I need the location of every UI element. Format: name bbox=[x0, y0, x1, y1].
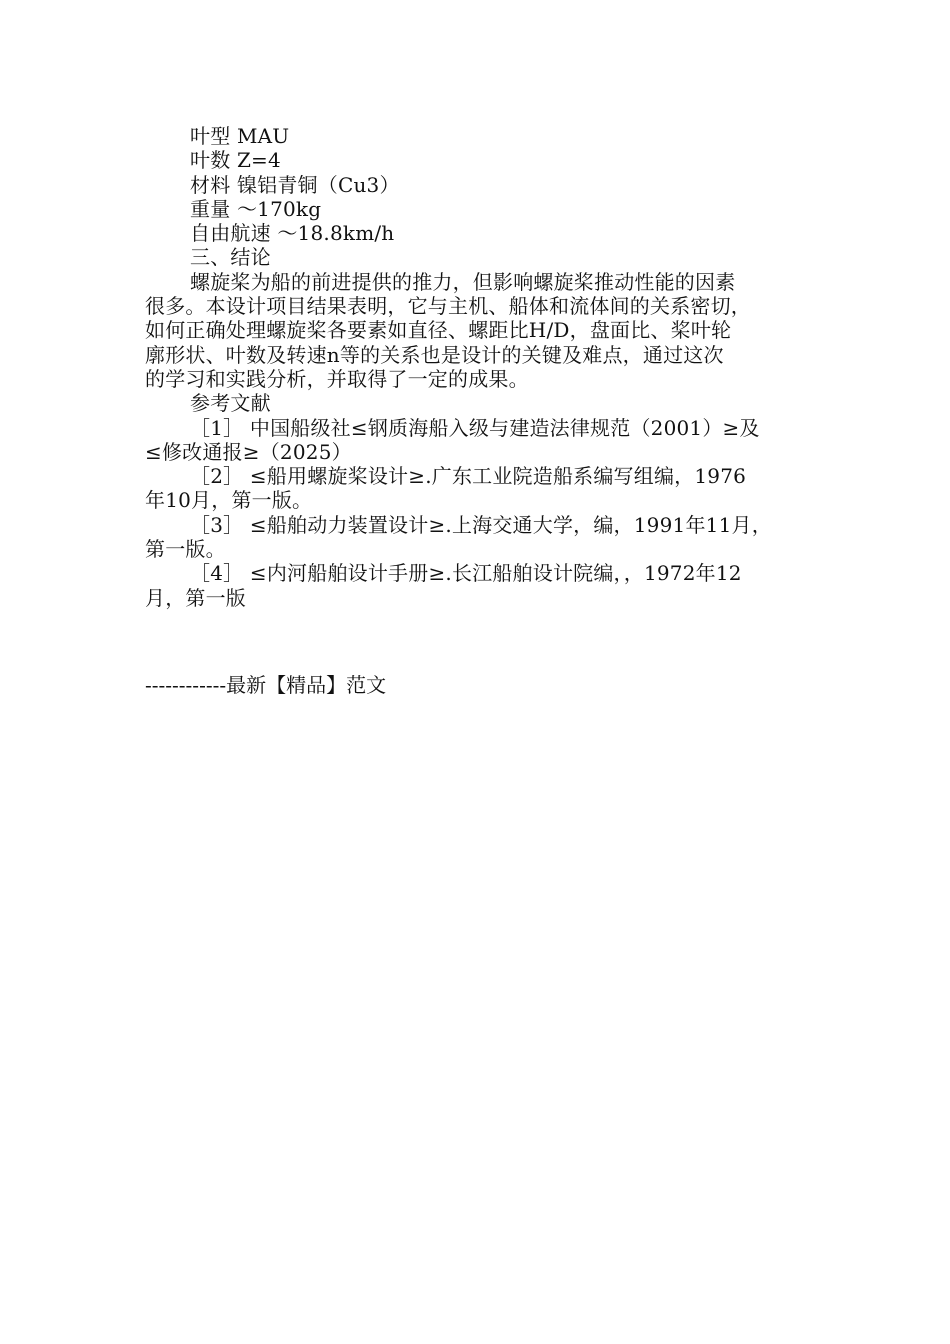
conclusion-line: 如何正确处理螺旋桨各要素如直径、螺距比H/D，盘面比、桨叶轮 bbox=[145, 318, 732, 343]
reference-line: ［3］ ≤船舶动力装置设计≥.上海交通大学，编，1991年11月， bbox=[190, 512, 772, 537]
references-heading: 参考文献 bbox=[190, 391, 271, 416]
conclusion-line: 廓形状、叶数及转速n等的关系也是设计的关键及难点，通过这次 bbox=[145, 342, 724, 367]
document-body bbox=[145, 124, 810, 610]
conclusion-heading: 三、结论 bbox=[190, 245, 271, 270]
footer-tagline: ------------最新【精品】范文 bbox=[145, 673, 387, 697]
reference-item bbox=[145, 416, 810, 465]
spec-free-speed: 自由航速 ～18.8km/h bbox=[190, 221, 395, 246]
conclusion-line: 的学习和实践分析，并取得了一定的成果。 bbox=[145, 366, 529, 391]
spec-blade-type: 叶型 MAU bbox=[190, 124, 290, 148]
reference-item bbox=[145, 561, 810, 610]
reference-line: 月，第一版 bbox=[145, 585, 246, 610]
reference-line: ［4］ ≤内河船舶设计手册≥.长江船舶设计院编，，1972年12 bbox=[190, 561, 742, 586]
conclusion-line: 很多。本设计项目结果表明，它与主机、船体和流体间的关系密切， bbox=[145, 294, 751, 319]
spec-blade-count: 叶数 Z=4 bbox=[190, 148, 281, 173]
conclusion-line: 螺旋桨为船的前进提供的推力，但影响螺旋桨推动性能的因素 bbox=[190, 269, 736, 294]
reference-item bbox=[145, 464, 810, 513]
reference-line: 年10月，第一版。 bbox=[145, 488, 313, 513]
conclusion-paragraph bbox=[145, 270, 810, 391]
reference-line: ≤修改通报≥（2025） bbox=[145, 439, 352, 464]
spec-weight: 重量 ～170kg bbox=[190, 196, 322, 221]
reference-line: ［1］ 中国船级社≤钢质海船入级与建造法律规范（2001）≥及 bbox=[190, 415, 760, 440]
reference-line: ［2］ ≤船用螺旋桨设计≥.广东工业院造船系编写组编，1976 bbox=[190, 464, 747, 489]
reference-line: 第一版。 bbox=[145, 537, 226, 562]
reference-item bbox=[145, 513, 810, 562]
spec-material: 材料 镍铝青铜（Cu3） bbox=[190, 172, 400, 197]
